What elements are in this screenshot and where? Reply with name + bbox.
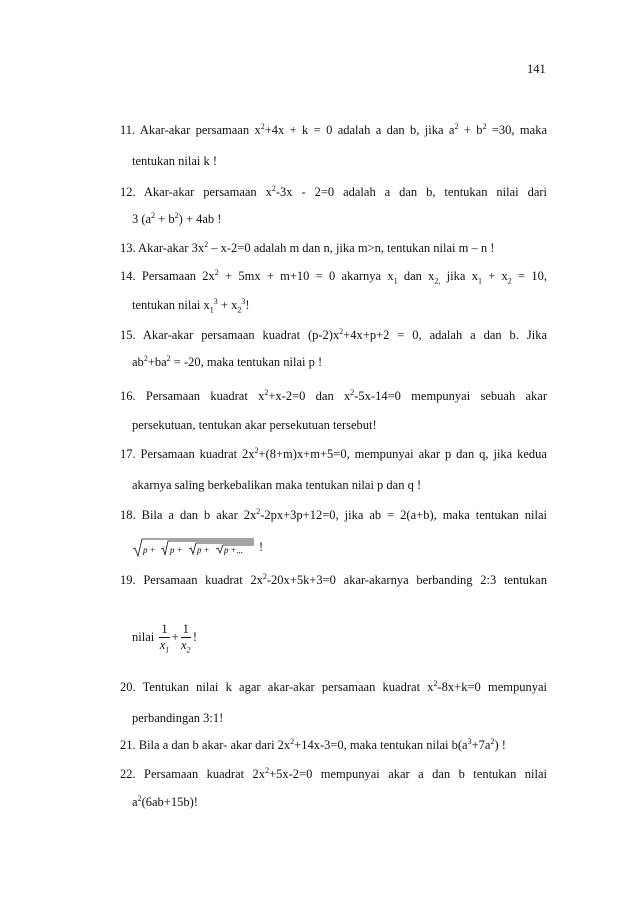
radical-term-p-1: p xyxy=(143,545,148,555)
radical-plus-1: + xyxy=(150,545,156,555)
radical-term-p-3: p xyxy=(197,545,202,555)
question-13: 13. Akar-akar $3x^2 - x-2=0$ adalah m dan n, jika m>n, tentukan nilai m – n ! xyxy=(120,239,495,255)
nested-radical-expression xyxy=(132,536,257,558)
question-18-line-1: 18. Bila a dan b akar $2x^2-2px+3p+12=0$, jika ab = 2(a+b), maka tentukan nilai xyxy=(120,506,548,522)
question-12-line-1: 12. Akar-akar persamaan $x^2-3x - 2=0$ adalah a dan b, tentukan nilai dari xyxy=(120,183,548,199)
question-16-line-1: 16. Persamaan kuadrat $x^2+x-2=0$ dan $x^2-5x-14=0$ mempunyai sebuah akar xyxy=(120,387,547,403)
question-16-line-2: persekutuan, tentukan akar persekutuan tersebut! xyxy=(132,418,377,432)
question-20-line-2: perbandingan 3:1! xyxy=(132,711,224,725)
question-18-nested-radical xyxy=(132,536,559,558)
question-21: 21. Bila a dan b akar- akar dari $2x^2+14x-3=0$, maka tentukan nilai $b(a^3+7a^2)$ ! xyxy=(120,736,506,752)
question-19-line-2: nilai $\frac{1}{x_1}$ + $\frac{1}{x_2}$ ! xyxy=(132,622,198,655)
question-14-line-2: tentukan nilai $x_1^3 + x_2^3$! xyxy=(132,296,250,315)
question-22-line-2: $a^2(6ab+15b)$! xyxy=(132,793,198,809)
question-11-line-2: tentukan nilai k ! xyxy=(132,154,218,168)
radical-term-p-4: p xyxy=(224,545,229,555)
page-number: 141 xyxy=(527,62,546,76)
radical-plus-3: + xyxy=(204,545,210,555)
question-14-line-1: 14. Persamaan $2x^2 + 5mx + m+10 = 0$ akarnya $x_1$ dan $x_{2,}$ jika $x_1 + x_2 = 10$, xyxy=(120,267,547,286)
question-11-line-1: 11. Akar-akar persamaan $x^2+4x + k = 0$ adalah a dan b, jika $a^2 + b^2 =30$, maka xyxy=(120,121,548,137)
question-12-line-2: 3 $(a^2 + b^2) + 4ab$ ! xyxy=(132,210,222,226)
question-18-exclamation: ! xyxy=(259,540,264,554)
question-19-line-1: 19. Persamaan kuadrat $2x^2-20x+5k+3=0$ akar-akarnya berbanding 2:3 tentukan xyxy=(120,571,547,587)
fraction-1-over-x1: $\frac{1}{x_1}$ xyxy=(159,622,170,655)
radical-term-p-2: p xyxy=(170,545,175,555)
fraction-1-over-x2: $\frac{1}{x_2}$ xyxy=(181,622,191,655)
question-22-line-1: 22. Persamaan kuadrat $2x^2+5x-2=0$ mempunyai akar a dan b tentukan nilai xyxy=(120,765,547,781)
question-20-line-1: 20. Tentukan nilai k agar akar-akar persamaan kuadrat $x^2-8x+k=0$ mempunyai xyxy=(120,678,548,694)
question-17-line-1: 17. Persamaan kuadrat $2x^2+(8+m)x+m+5=0$, mempunyai akar p dan q, jika kedua xyxy=(120,445,547,461)
question-15-line-1: 15. Akar-akar persamaan kuadrat $(p-2)x^2+4x+p+2 = 0$, adalah a dan b. Jika xyxy=(120,326,547,342)
question-17-line-2: akarnya saling berkebalikan maka tentukan nilai p dan q ! xyxy=(132,478,422,492)
question-15-line-2: $ab^2+ba^2 = -20$, maka tentukan nilai p ! xyxy=(132,353,323,369)
radical-plus-2: + xyxy=(177,545,183,555)
radical-plus-dots: +... xyxy=(231,545,243,555)
